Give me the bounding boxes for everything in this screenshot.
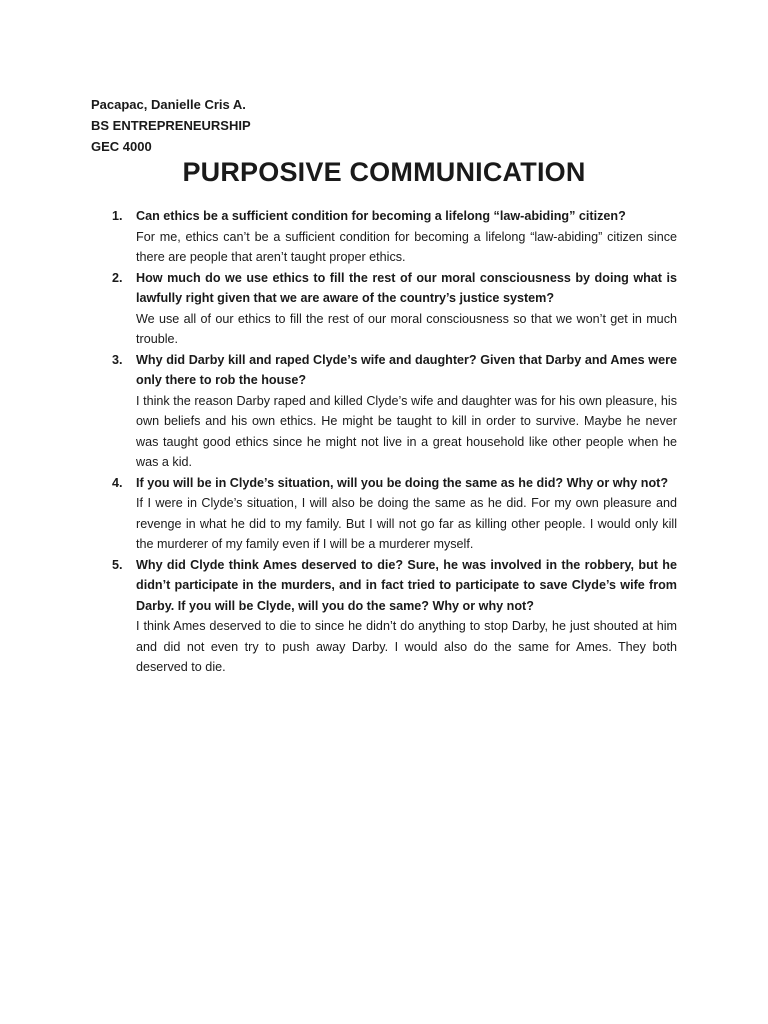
item-number: 5. xyxy=(112,557,123,572)
item-number: 4. xyxy=(112,475,123,490)
answer-text: I think Ames deserved to die to since he didn’t do anything to stop Darby, he just shouted at him and did not even try to push away Darby. I would also do the same for Ames. They both deserved to die. xyxy=(136,619,677,674)
list-item xyxy=(104,473,677,555)
list-item xyxy=(104,268,677,350)
question-text: How much do we use ethics to fill the rest of our moral consciousness by doing what is lawfully right given that we are aware of the country’s justice system? xyxy=(136,270,677,305)
item-number: 3. xyxy=(112,352,123,367)
document-title: PURPOSIVE COMMUNICATION xyxy=(182,157,586,187)
question-text: Can ethics be a sufficient condition for becoming a lifelong “law-abiding” citizen? xyxy=(136,209,626,223)
list-item xyxy=(104,206,677,268)
student-program: BS ENTREPRENEURSHIP xyxy=(91,118,251,133)
list-item xyxy=(104,555,677,678)
answer-text: For me, ethics can’t be a sufficient condition for becoming a lifelong “law-abiding” citizen since there are people that aren’t taught proper ethics. xyxy=(136,229,677,264)
question-text: If you will be in Clyde’s situation, will you be doing the same as he did? Why or why not? xyxy=(136,475,669,490)
course-code: GEC 4000 xyxy=(91,139,152,154)
question-list xyxy=(104,206,677,678)
answer-text: I think the reason Darby raped and killed Clyde’s wife and daughter was for his own pleasure, his own beliefs and his own ethics. He might be taught to kill in order to survive. Maybe he never was taught good ethics since he might not live in a great household like other people when he was a kid. xyxy=(136,393,677,469)
item-number: 2. xyxy=(112,270,123,285)
answer-text: If I were in Clyde’s situation, I will also be doing the same as he did. For my own pleasure and revenge in what he did to my family. But I will not go far as killing other people. I would only kill the murderer of my family even if I will be a murderer myself. xyxy=(136,496,677,551)
student-name: Pacapac, Danielle Cris A. xyxy=(91,97,246,112)
question-text: Why did Clyde think Ames deserved to die? Sure, he was involved in the robbery, but he didn’t participate in the murders, and in fact tried to participate to save Clyde’s wife from Darby. If you will be Clyde, will you do the same? Why or why not? xyxy=(136,557,677,613)
list-item xyxy=(104,350,677,473)
student-header xyxy=(91,94,251,157)
question-text: Why did Darby kill and raped Clyde’s wife and daughter? Given that Darby and Ames were only there to rob the house? xyxy=(136,352,677,387)
item-number: 1. xyxy=(112,209,123,223)
answer-text: We use all of our ethics to fill the rest of our moral consciousness so that we won’t get in much trouble. xyxy=(136,311,677,346)
